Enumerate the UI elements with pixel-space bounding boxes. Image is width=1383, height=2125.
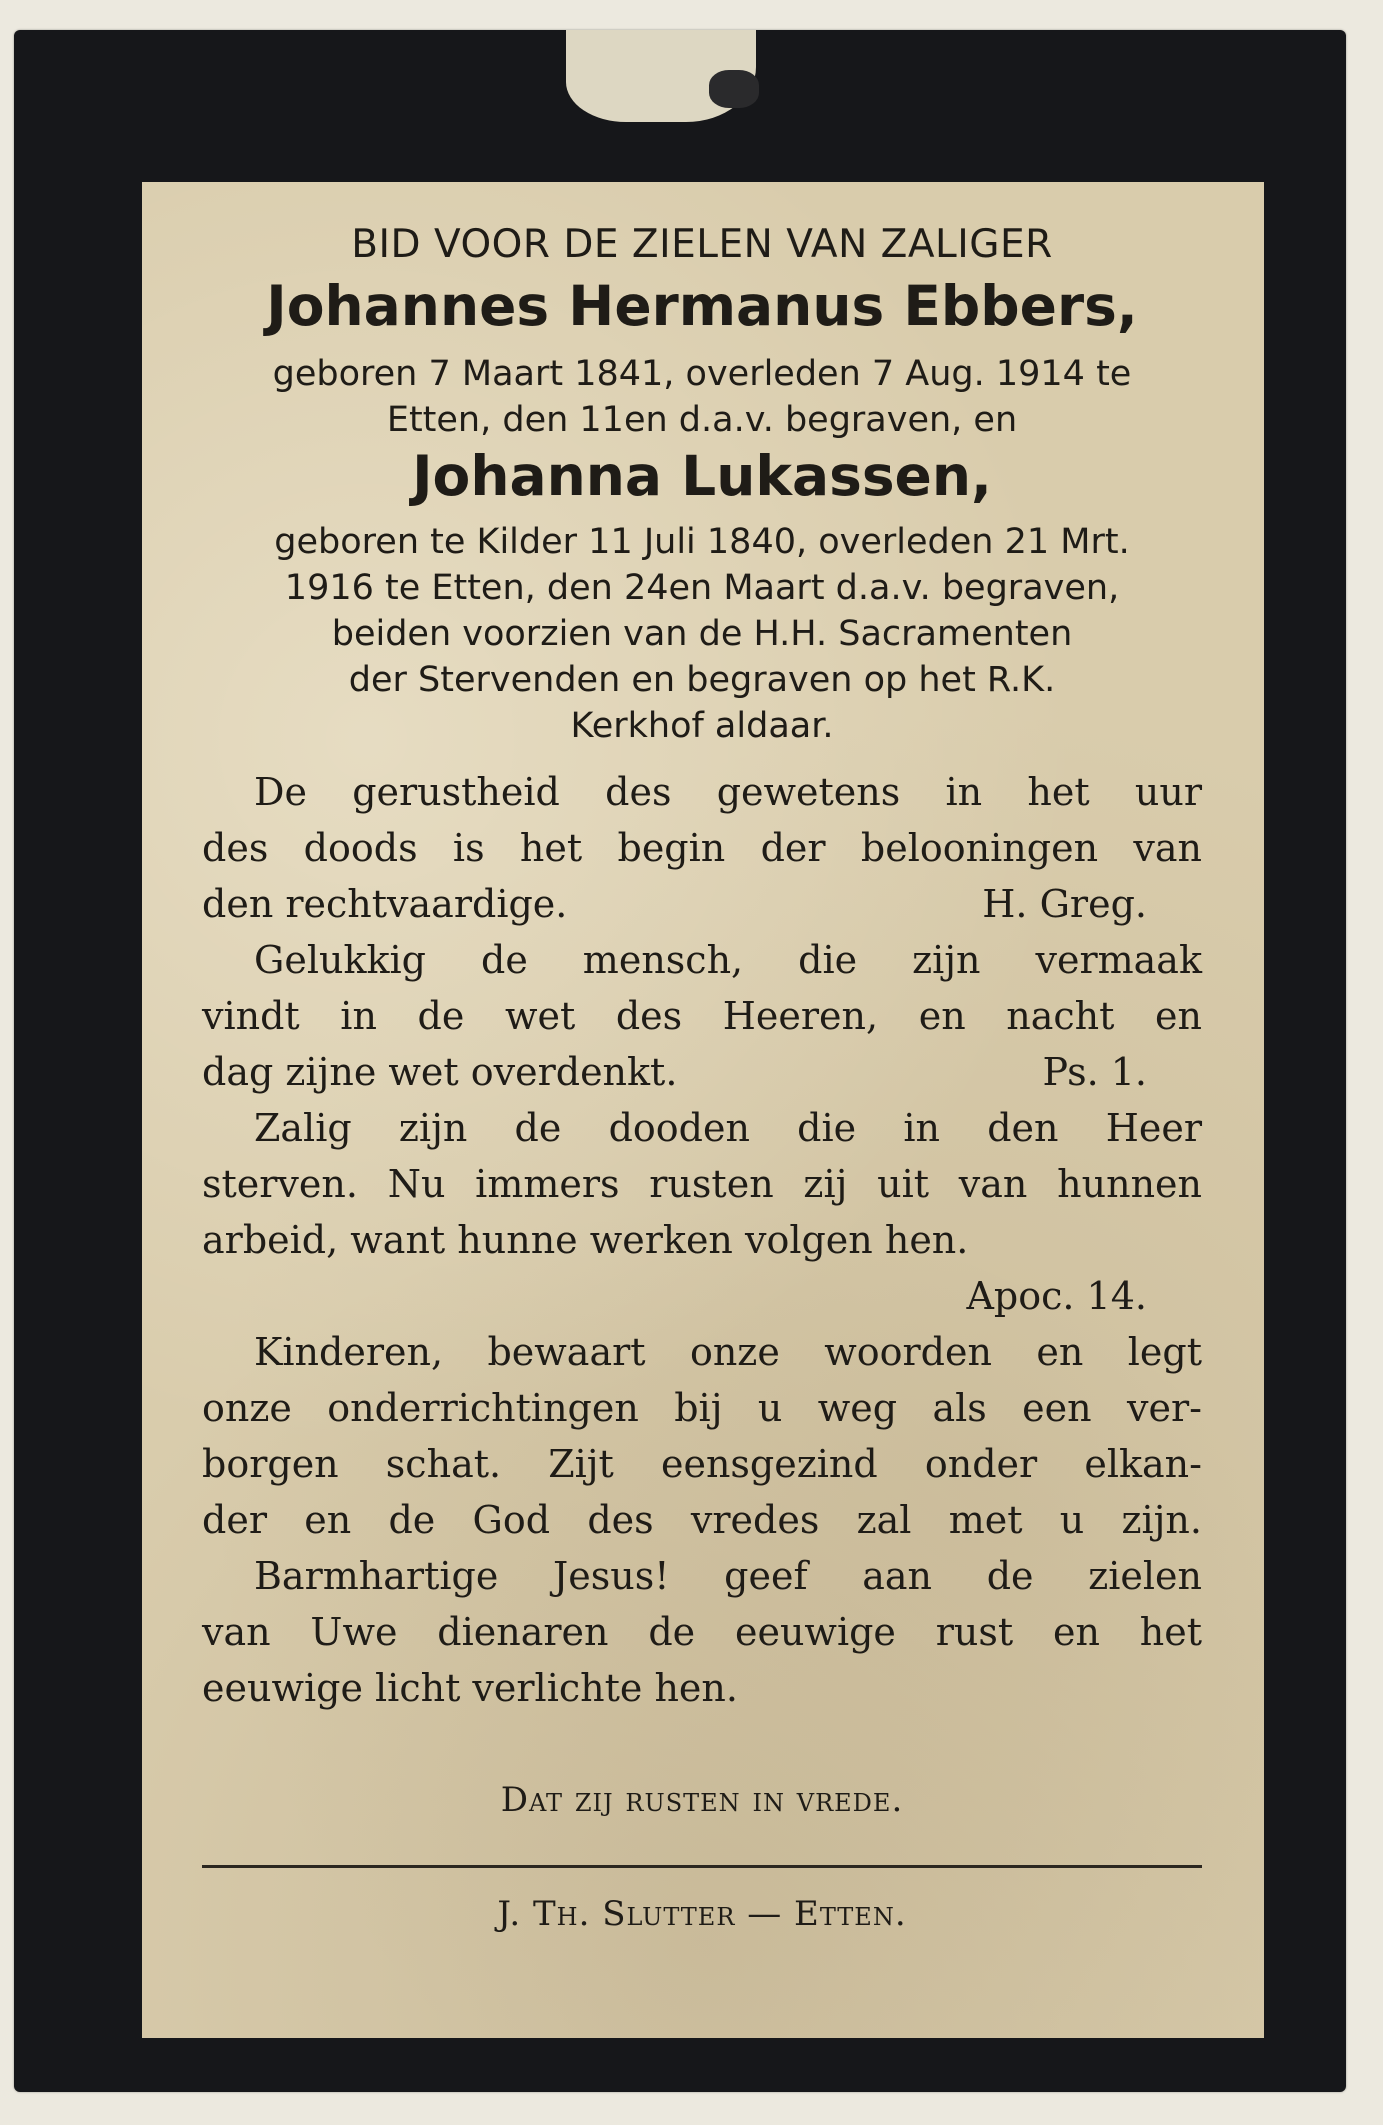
verse3-line1: Zalig zijn de dooden die in den Heer [254, 1106, 1202, 1150]
person2-line5: Kerkhof aldaar. [570, 706, 834, 746]
verse2-line2: vindt in de wet des Heeren, en nacht en [202, 994, 1202, 1038]
verse5-line1: Barmhartige Jesus! geef aan de zielen [254, 1554, 1202, 1598]
person2-line3: beiden voorzien van de H.H. Sacramenten [331, 614, 1073, 654]
tear-shadow [709, 70, 759, 108]
verse2-line3: dag zijne wet overdenkt. [202, 1050, 678, 1094]
card-paper [142, 182, 1264, 2038]
verse1-line3-row [202, 882, 1202, 926]
verse1-line2: des doods is het begin der belooningen van [202, 826, 1202, 870]
person1-line1: geboren 7 Maart 1841, overleden 7 Aug. 1914 te [272, 354, 1132, 394]
verse2-source: Ps. 1. [1042, 1050, 1147, 1094]
verse3-line2: sterven. Nu immers rusten zij uit van hunnen [202, 1162, 1202, 1206]
verse5-line3: eeuwige licht verlichte hen. [202, 1666, 738, 1710]
verse4-line1: Kinderen, bewaart onze woorden en legt [254, 1330, 1202, 1374]
printer-imprint: J. Th. Slutter — Etten. [497, 1894, 907, 1934]
verse2-line3-row [202, 1050, 1202, 1094]
black-mourning-border [14, 30, 1346, 2092]
person2-line4: der Stervenden en begraven op het R.K. [348, 660, 1056, 700]
verse1-source: H. Greg. [982, 882, 1147, 926]
verse1-line1: De gerustheid des gewetens in het uur [254, 770, 1202, 814]
person2-name: Johanna Lukassen, [412, 444, 992, 508]
verse4-line2: onze onderrichtingen bij u weg als een ver- [202, 1386, 1202, 1430]
verse5-line2: van Uwe dienaren de eeuwige rust en het [202, 1610, 1202, 1654]
closing-line: Dat zij rusten in vrede. [500, 1780, 904, 1820]
verse3-source: Apoc. 14. [966, 1274, 1147, 1318]
person2-line1: geboren te Kilder 11 Juli 1840, overleden 21 Mrt. [274, 522, 1130, 562]
verse3-line3: arbeid, want hunne werken volgen hen. [202, 1218, 969, 1262]
verse4-line3: borgen schat. Zijt eensgezind onder elkan- [202, 1442, 1202, 1486]
verse1-line3: den rechtvaardige. [202, 882, 568, 926]
person1-line2: Etten, den 11en d.a.v. begraven, en [386, 400, 1018, 440]
person2-line2: 1916 te Etten, den 24en Maart d.a.v. begraven, [284, 568, 1120, 608]
person1-name: Johannes Hermanus Ebbers, [266, 274, 1138, 338]
divider-rule [202, 1865, 1202, 1868]
verse4-line4: der en de God des vredes zal met u zijn. [202, 1498, 1202, 1542]
card-header: BID VOOR DE ZIELEN VAN ZALIGER [351, 222, 1053, 267]
verse2-line1: Gelukkig de mensch, die zijn vermaak [254, 938, 1202, 982]
